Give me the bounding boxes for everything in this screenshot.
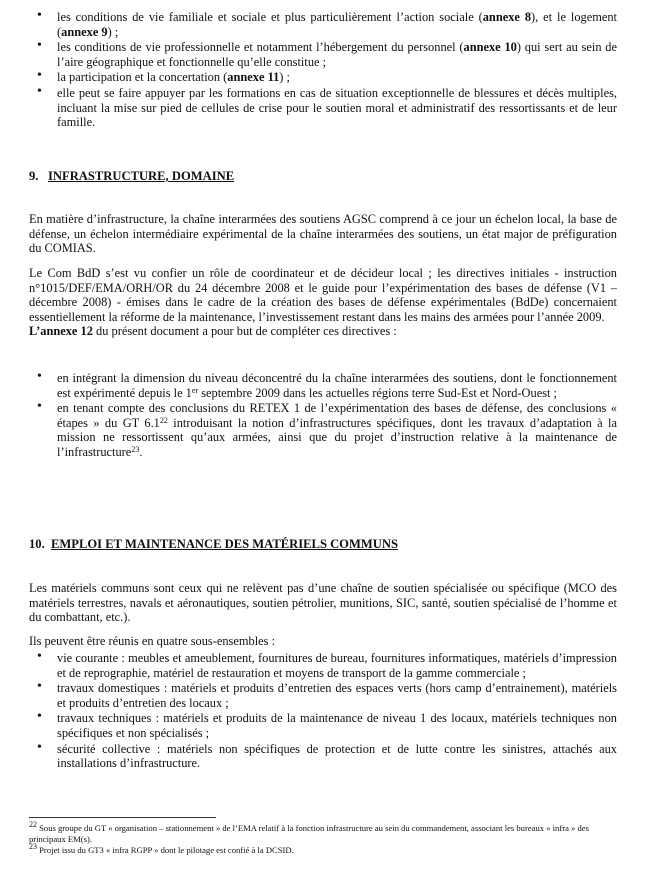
section-10-heading: 10. EMPLOI ET MAINTENANCE DES MATÉRIELS COMMUNS (29, 537, 398, 551)
list-item: • la participation et la concertation (annexe 11) ; (34, 70, 617, 85)
section-9-bullet-list (34, 371, 617, 461)
section-9-paragraph-2: Le Com BdD s’est vu confier un rôle de coordinateur et de décideur local ; les directives initiales - instruction n°1015/DEF/EMA/ORH/OR du 24 décembre 2008 et le guide pour l’expérimentation des bases de défense (V1 – décembre 2008) - émises dans le cadre de la création des bases de défense expérimentales (BdDe) concernaient essentiellement la réforme de la maintenance, l’investissement restant dans les mains des armées pour l’année 2009. L’annexe 12 du présent document a pour but de compléter ces directives : (29, 266, 617, 339)
footnotes (29, 820, 619, 856)
list-item: • vie courante : meubles et ameublement, fournitures de bureau, fournitures informatiques, matériels d’impression et de reprographie, matériel de restauration et moyens de transport de la gamme commerciale ; (34, 651, 617, 680)
section-9-paragraph-1: En matière d’infrastructure, la chaîne interarmées des soutiens AGSC comprend à ce jour un échelon local, la base de défense, un échelon intermédiaire expérimental de la chaîne interarmées des soutiens, un état major de préfiguration du COMIAS. (29, 212, 617, 256)
section-9-heading: 9. INFRASTRUCTURE, DOMAINE (29, 169, 235, 183)
footnote-22: $^{22}$ Sous groupe du GT « organisation – stationnement » de l’EMA relatif à la fonction infrastructure au sein du commandement, associant les bureaux « infra » des principaux EM(s). (29, 820, 589, 844)
list-item: • en tenant compte des conclusions du RETEX 1 de l’expérimentation des bases de défense, des conclusions « étapes » du GT $6.1^{22}$ introduisant la notion d’infrastructures spécifiques, dont les travaux d’adaptation à la mission ne ressortissent qu’aux armées, ainsi que du projet d’instruction relative à la maintenance de l’infrastructure$^{23}$. (34, 401, 617, 459)
list-item: • en intégrant la dimension du niveau déconcentré du la chaîne interarmées des soutiens, dont le fonctionnement est expérimenté depuis le 1er septembre 2009 dans les actuelles régions terre Sud-Est et Nord-Ouest ; (34, 371, 617, 400)
footnote-23: $^{23}$ Projet issu du GT3 « infra RGPP » dont le pilotage est confié à la DCSID. (29, 842, 294, 855)
list-item: • les conditions de vie familiale et sociale et plus particulièrement l’action sociale (annexe 8), et le logement (annexe 9) ; (34, 10, 617, 39)
list-item: • elle peut se faire appuyer par les formations en cas de situation exceptionnelle de blessures et décès multiples, incluant la mise sur pied de cellules de crise pour le soutien moral et administratif des ressortissants et de leur famille. (34, 86, 617, 130)
top-bullet-list (34, 10, 617, 131)
list-item: • sécurité collective : matériels non spécifiques de protection et de lutte contre les sinistres, attachés aux installations d’infrastructure. (34, 742, 617, 771)
section-10-paragraph-1: Les matériels communs sont ceux qui ne relèvent pas d’une chaîne de soutien spécialisée ou spécifique (MCO des matériels terrestres, navals et aéronautiques, soutien pétrolier, munitions, SIC, santé, soutien spécialisé de l’homme et du combattant, etc.). (29, 581, 617, 625)
list-item: • travaux techniques : matériels et produits de la maintenance de niveau 1 des locaux, matériels techniques non spécifiques et non spécialisés ; (34, 711, 617, 740)
footnote-separator (29, 817, 216, 818)
list-item: • travaux domestiques : matériels et produits d’entretien des espaces verts (hors camp d’entrainement), matériels et produits d’entretien des locaux ; (34, 681, 617, 710)
section-10-paragraph-2: Ils peuvent être réunis en quatre sous-ensembles : (29, 634, 276, 648)
list-item: • les conditions de vie professionnelle et notamment l’hébergement du personnel (annexe 10) qui sert au sein de l’aire géographique et fonctionnelle qu’elle constitue ; (34, 40, 617, 69)
section-10-bullet-list (34, 651, 617, 772)
